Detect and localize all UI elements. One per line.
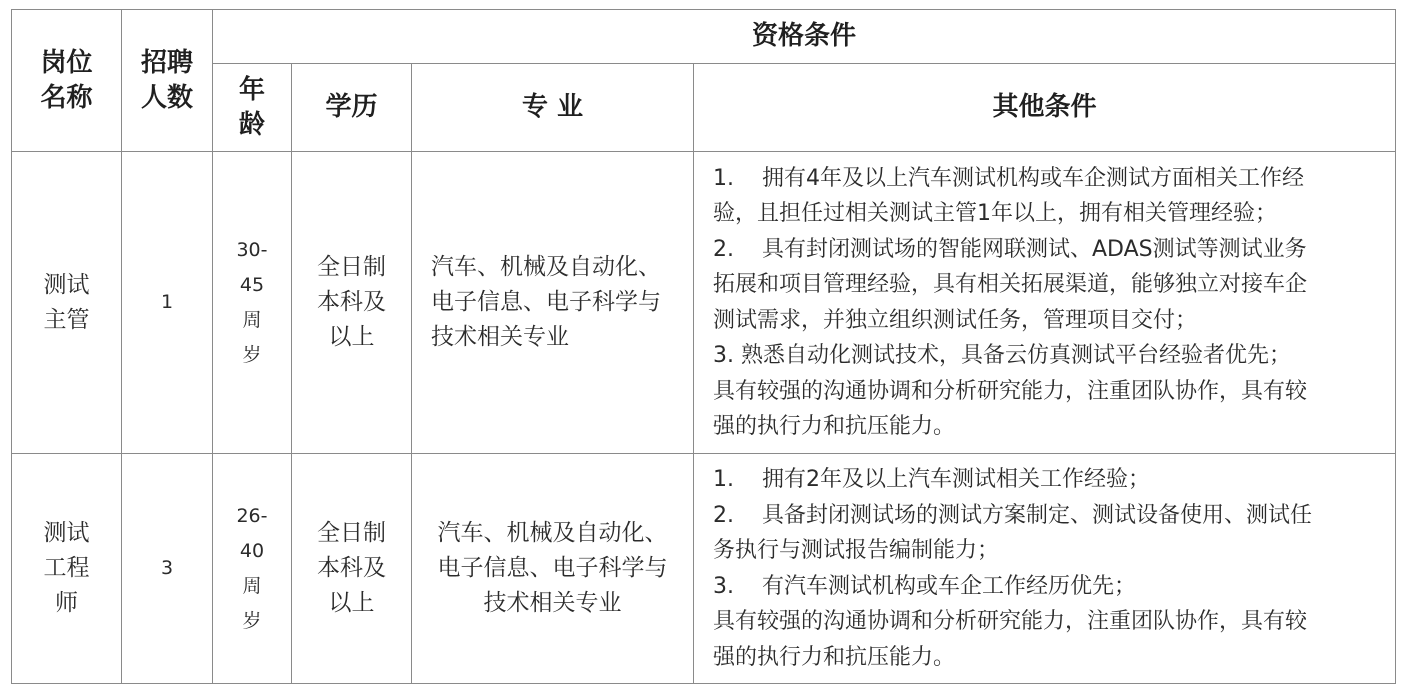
header-count-line1: 招聘 — [140, 47, 193, 78]
education-line: 全日制 — [317, 254, 386, 280]
position-line: 主管 — [43, 306, 90, 333]
cell-major — [412, 454, 694, 684]
position-line: 测试 — [43, 271, 90, 298]
header-age-line2: 龄 — [238, 109, 265, 140]
other-line: 强的执行力和抗压能力。 — [713, 414, 956, 439]
item-number: 2. — [713, 502, 734, 528]
age-line: 岁 — [242, 609, 262, 632]
cell-count: 1 — [122, 152, 213, 454]
education-line: 以上 — [328, 324, 375, 350]
recruitment-table — [11, 9, 1396, 684]
age-line: 周 — [242, 574, 262, 597]
header-major: 专 业 — [412, 64, 694, 152]
cell-education — [292, 454, 412, 684]
cell-count: 3 — [122, 454, 213, 684]
other-line — [713, 232, 1381, 268]
major-line: 汽车、机械及自动化、 — [437, 520, 668, 546]
major-line: 汽车、机械及自动化、 — [431, 254, 661, 280]
item-number: 1. — [713, 165, 734, 191]
other-line: 验，且担任过相关测试主管1年以上，拥有相关管理经验； — [713, 201, 1277, 226]
age-line: 45 — [239, 273, 265, 296]
education-line: 本科及 — [317, 555, 386, 581]
header-age — [213, 64, 292, 152]
header-position-line2: 名称 — [40, 82, 93, 113]
other-line — [713, 569, 1381, 605]
item-text: 具有封闭测试场的智能网联测试、ADAS测试等测试业务 — [762, 236, 1307, 262]
other-line: 务执行与测试报告编制能力； — [713, 538, 1000, 563]
header-position — [12, 10, 122, 152]
item-number: 2. — [713, 236, 734, 262]
header-education: 学历 — [292, 64, 412, 152]
header-position-line1: 岗位 — [40, 47, 93, 78]
position-line: 师 — [55, 590, 78, 616]
other-line — [713, 498, 1381, 534]
major-line: 技术相关专业 — [483, 590, 622, 616]
age-line: 40 — [239, 539, 265, 562]
education-line: 本科及 — [317, 289, 386, 315]
item-number: 3. — [713, 573, 734, 599]
header-count-line2: 人数 — [140, 82, 193, 113]
position-line: 工程 — [43, 555, 90, 581]
item-text: 有汽车测试机构或车企工作经历优先； — [762, 573, 1137, 599]
cell-position — [12, 152, 122, 454]
item-text: 拥有4年及以上汽车测试机构或车企测试方面相关工作经 — [762, 165, 1304, 191]
other-line: 具有较强的沟通协调和分析研究能力，注重团队协作，具有较 — [713, 378, 1308, 404]
table-row — [12, 152, 1396, 454]
cell-position — [12, 454, 122, 684]
other-line: 拓展和项目管理经验，具有相关拓展渠道，能够独立对接车企 — [713, 272, 1308, 297]
table-row — [12, 454, 1396, 684]
major-line: 电子信息、电子科学与 — [431, 289, 661, 315]
cell-age — [213, 454, 292, 684]
education-line: 全日制 — [317, 520, 386, 546]
position-line: 测试 — [43, 520, 90, 546]
age-line: 岁 — [242, 343, 262, 366]
education-line: 以上 — [328, 590, 375, 616]
other-line: 强的执行力和抗压能力。 — [713, 644, 956, 670]
other-line: 测试需求，并独立组织测试任务，管理项目交付； — [713, 307, 1198, 333]
cell-education — [292, 152, 412, 454]
other-line — [713, 161, 1381, 197]
header-count — [122, 10, 213, 152]
age-line: 周 — [242, 308, 262, 331]
item-text: 拥有2年及以上汽车测试相关工作经验； — [762, 467, 1150, 492]
header-other: 其他条件 — [694, 64, 1396, 152]
major-line: 技术相关专业 — [431, 324, 569, 350]
cell-major — [412, 152, 694, 454]
header-age-line1: 年 — [238, 74, 265, 105]
header-qualifications: 资格条件 — [213, 10, 1396, 64]
cell-age — [213, 152, 292, 454]
major-line: 电子信息、电子科学与 — [437, 555, 668, 581]
item-text: 具备封闭测试场的测试方案制定、测试设备使用、测试任 — [762, 502, 1313, 528]
other-line — [713, 462, 1381, 498]
cell-other — [694, 454, 1396, 684]
other-line: 3. 熟悉自动化测试技术，具备云仿真测试平台经验者优先； — [713, 343, 1291, 368]
item-number: 1. — [713, 467, 734, 492]
other-line: 具有较强的沟通协调和分析研究能力，注重团队协作，具有较 — [713, 609, 1308, 634]
age-line: 26- — [236, 504, 268, 527]
cell-other — [694, 152, 1396, 454]
age-line: 30- — [236, 238, 268, 261]
